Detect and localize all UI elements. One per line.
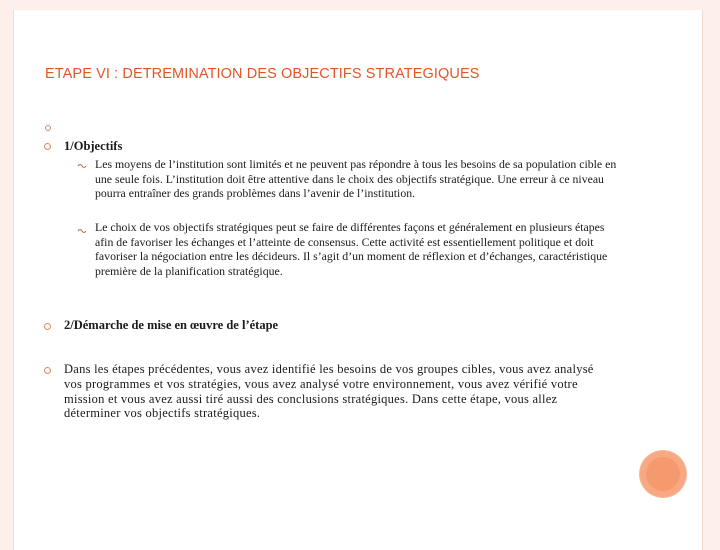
sub-bullet-icon [77, 228, 87, 234]
bullet-icon [44, 323, 51, 330]
slide-title: ETAPE VI : DETREMINATION DES OBJECTIFS STRATEGIQUES [45, 66, 480, 82]
empty-bullet-icon [45, 125, 51, 131]
bullet-icon [44, 143, 51, 150]
content-panel [13, 10, 703, 550]
bullet-icon [44, 367, 51, 374]
body-paragraph: Dans les étapes précédentes, vous avez identifié les besoins de vos groupes cibles, vous avez analysé vos programmes et vos stratégies, vous avez analysé votre environnement, vous avez vérifié votre mission et vous avez aussi tiré aussi des conclusions stratégiques. Dans cette étape, vous allez déterminer vos objectifs stratégiques. [64, 362, 594, 421]
sub-item-text: Les moyens de l’institution sont limités et ne peuvent pas répondre à tous les besoins de sa population cible en une seule fois. L’institution doit être attentive dans le choix des objectifs stratégique. Une erreur à ce niveau pourra entraîner des grands problèmes dans l’avenir de l’institution. [95, 157, 617, 201]
sub-item-text: Le choix de vos objectifs stratégiques peut se faire de différentes façons et généralement en plusieurs étapes afin de favoriser les échanges et l’atteinte de consensus. Cette activité est essentiellement politique et doit favoriser la négociation entre les décideurs. Il s’agit d’un moment de réflexion et d’échanges, caractéristique première de la planification stratégique. [95, 220, 608, 278]
decorative-circle [640, 451, 686, 497]
section-heading-demarche: 2/Démarche de mise en œuvre de l’étape [64, 318, 279, 332]
sub-bullet-icon [77, 163, 87, 169]
decorative-circle-inner [646, 457, 680, 491]
section-heading-objectifs: 1/Objectifs [64, 139, 123, 153]
